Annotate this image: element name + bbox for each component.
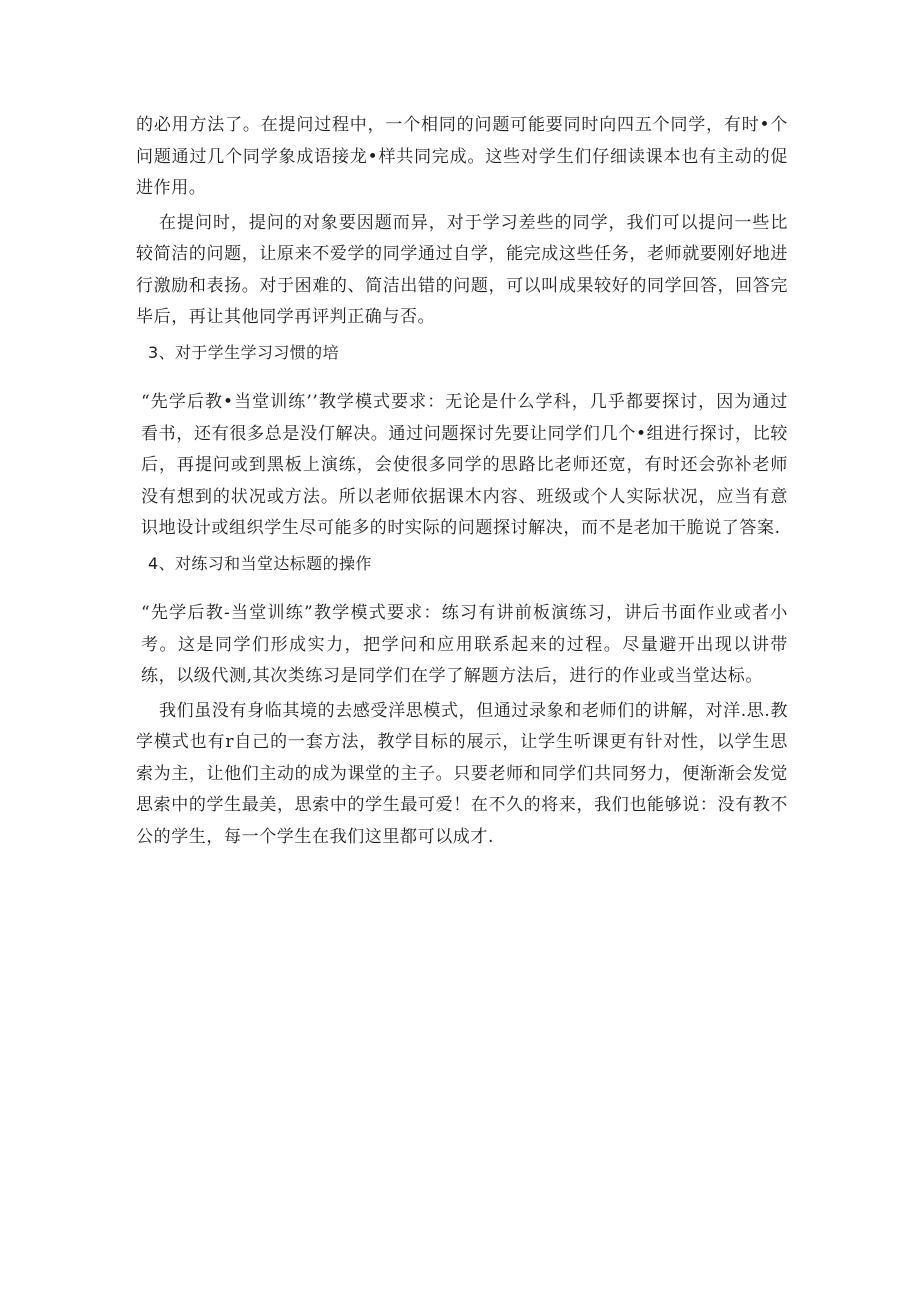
paragraph-practice-model: “先学后教-当堂训练”教学模式要求：练习有讲前板演练习，讲后书面作业或者小考。这是同学们形成实力，把学问和应用联系起来的过程。尽量避开出现以讲带练，以级代测,其次类练习是同学们在学了解题方法后，进行的作业或当堂达标。 bbox=[141, 603, 788, 686]
section-heading-study-habits: 3、对于学生学习习惯的培 bbox=[148, 342, 339, 362]
section-heading-practice: 4、对练习和当堂达标题的操作 bbox=[148, 553, 372, 573]
document-body bbox=[136, 110, 788, 853]
paragraph-questioning-targets: 在提问时，提问的对象要因题而异，对于学习差些的同学，我们可以提问一些比较简洁的问题，让原来不爱学的同学通过自学，能完成这些任务，老师就要刚好地进行激励和表扬。对于困难的、简洁出错的问题，可以叫成果较好的同学回答，回答完毕后，再让其他同学再评判正确与否。 bbox=[136, 212, 788, 327]
paragraph-questioning-method: 的必用方法了。在提问过程中，一个相同的问题可能要同时向四五个同学，有时•个问题通过几个同学象成语接龙•样共同完成。这些对学生们仔细读课本也有主动的促进作用。 bbox=[136, 115, 788, 198]
paragraph-conclusion: 我们虽没有身临其境的去感受洋思模式，但通过录象和老师们的讲解，对洋.思.教学模式也有r自己的一套方法，教学目标的展示，让学生听课更有针对性，以学生思索为主，让他们主动的成为课堂的主子。只要老师和同学们共同努力，便渐渐会发觉思索中的学生最美，思索中的学生最可爱！在不久的将来，我们也能够说：没有教不公的学生，每一个学生在我们这里都可以成才. bbox=[136, 700, 788, 847]
paragraph-discussion-model: “先学后教•当堂训练’’教学模式要求：无论是什么学科，几乎都要探讨，因为通过看书，还有很多总是没仃解决。通过问题探讨先要让同学们几个•组进行探讨，比较后，再提问或到黑板上演练，会使很多同学的思路比老师还宽，有时还会弥补老师没有想到的状况或方法。所以老师依据课木内容、班级或个人实际状况，应当有意识地设计或组织学生尽可能多的时实际的问题探讨解决，而不是老加干脆说了答案. bbox=[141, 392, 788, 538]
